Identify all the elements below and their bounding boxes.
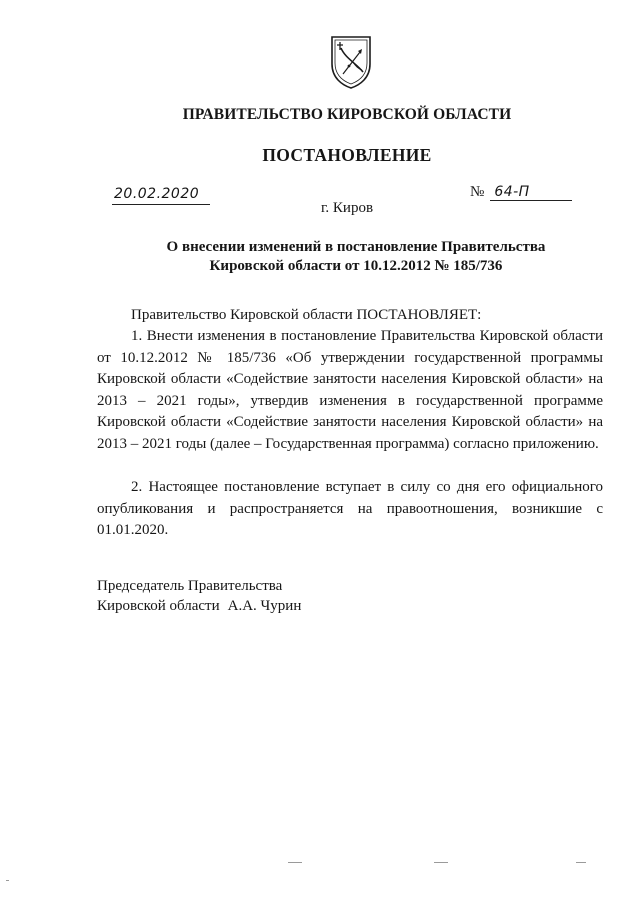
signature-block [97,576,301,616]
subject-line-2: Кировской области от 10.12.2012 № 185/736 [209,258,503,274]
scan-mark [576,862,586,863]
document-number-value: 64-П [490,184,572,201]
document-type-title: ПОСТАНОВЛЕНИЕ [262,145,432,165]
document-subject [140,238,572,276]
scan-mark [434,862,448,863]
paragraph-2: 2. Настоящее постановление вступает в силу со дня его официального опубликования и распространяется на правоотношения, возникшие с 01.01.2020. [97,479,603,538]
document-date: 20.02.2020 [112,186,210,205]
scan-mark [6,880,9,881]
number-sign: № [470,184,485,200]
coat-of-arms-icon [329,34,373,90]
signatory-name: А.А. Чурин [227,598,302,614]
intro-paragraph: Правительство Кировской области ПОСТАНОВЛЯЕТ: [131,307,482,323]
subject-line-1: О внесении изменений в постановление Правительства [166,239,546,255]
government-title: ПРАВИТЕЛЬСТВО КИРОВСКОЙ ОБЛАСТИ [182,106,512,123]
signatory-title-line-1: Председатель Правительства [97,578,283,594]
paragraph-1: 1. Внести изменения в постановление Правительства Кировской области от 10.12.2012 № 185/736 «Об утверждении государственной программы Кировской области «Содействие занятости населения Кировской области» на 2013 – 2021 годы», утвердив изменения в государственной программе Кировской области «Содействие занятости населения Кировской области» на 2013 – 2021 годы (далее – Государственная программа) согласно приложению. [97,328,603,452]
signatory-title-line-2-row [97,596,301,616]
city-line: г. Киров [320,200,374,216]
scan-mark [288,862,302,863]
signatory-title-line-2: Кировской области [97,598,220,614]
